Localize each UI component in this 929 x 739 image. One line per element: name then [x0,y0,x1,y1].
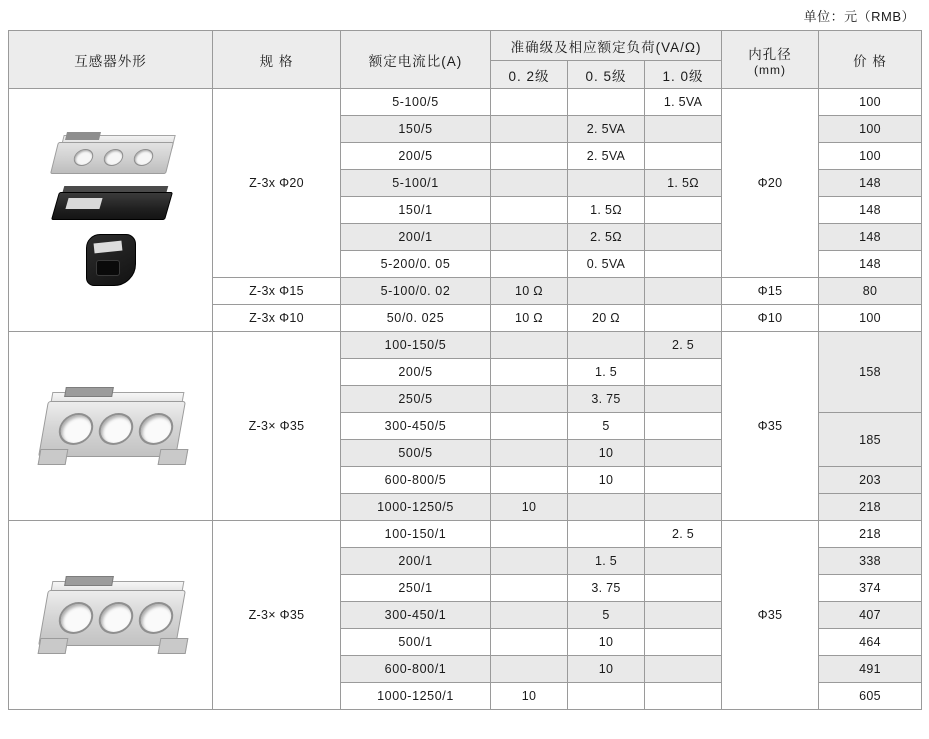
accuracy-10-cell [645,467,722,494]
ratio-cell: 100-150/5 [341,332,491,359]
ratio-cell: 5-100/0. 02 [341,278,491,305]
ratio-cell: 500/5 [341,440,491,467]
ratio-cell: 5-200/0. 05 [341,251,491,278]
accuracy-05-cell: 2. 5Ω [568,224,645,251]
price-cell: 407 [819,602,922,629]
accuracy-10-cell [645,197,722,224]
accuracy-05-cell [568,521,645,548]
ratio-cell: 300-450/1 [341,602,491,629]
ratio-cell: 50/0. 025 [341,305,491,332]
header-ratio: 额定电流比(A) [341,31,491,89]
price-cell: 605 [819,683,922,710]
ratio-cell: 5-100/5 [341,89,491,116]
accuracy-05-cell: 10 [568,467,645,494]
accuracy-02-cell [491,467,568,494]
accuracy-05-cell [568,494,645,521]
bore-cell: Φ35 [722,332,819,521]
spec-cell: Z-3x Φ20 [213,89,341,278]
price-cell: 374 [819,575,922,602]
accuracy-10-cell [645,278,722,305]
accuracy-10-cell [645,629,722,656]
shape-cell [9,89,213,332]
shape-cell [9,332,213,521]
ratio-cell: 500/1 [341,629,491,656]
header-bore-label: 内孔径 [748,46,792,62]
price-cell: 185 [819,413,922,467]
accuracy-10-cell: 1. 5Ω [645,170,722,197]
accuracy-10-cell [645,683,722,710]
bore-cell: Φ10 [722,305,819,332]
header-accuracy-05: 0. 5级 [568,61,645,89]
ratio-cell: 1000-1250/5 [341,494,491,521]
ratio-cell: 300-450/5 [341,413,491,440]
shape-image-stack [9,572,212,658]
accuracy-10-cell [645,548,722,575]
accuracy-02-cell: 10 Ω [491,278,568,305]
accuracy-02-cell [491,116,568,143]
accuracy-05-cell: 1. 5 [568,548,645,575]
accuracy-02-cell [491,602,568,629]
table-row [9,89,922,116]
ratio-cell: 150/1 [341,197,491,224]
accuracy-02-cell [491,89,568,116]
accuracy-10-cell [645,359,722,386]
header-bore [722,31,819,89]
accuracy-05-cell [568,332,645,359]
accuracy-02-cell [491,440,568,467]
accuracy-05-cell: 3. 75 [568,386,645,413]
spec-cell: Z-3x Φ15 [213,278,341,305]
price-cell: 100 [819,89,922,116]
accuracy-05-cell [568,170,645,197]
price-cell: 148 [819,170,922,197]
shape-image-stack [9,132,212,288]
ratio-cell: 250/1 [341,575,491,602]
accuracy-02-cell [491,359,568,386]
accuracy-05-cell [568,89,645,116]
accuracy-10-cell [645,143,722,170]
accuracy-02-cell [491,197,568,224]
bore-cell: Φ35 [722,521,819,710]
accuracy-05-cell: 0. 5VA [568,251,645,278]
accuracy-10-cell [645,116,722,143]
accuracy-10-cell [645,440,722,467]
accuracy-05-cell: 1. 5 [568,359,645,386]
accuracy-05-cell [568,683,645,710]
price-cell: 80 [819,278,922,305]
header-accuracy-group: 准确级及相应额定负荷(VA/Ω) [491,31,722,61]
price-cell: 338 [819,548,922,575]
price-cell: 148 [819,224,922,251]
header-price: 价 格 [819,31,922,89]
accuracy-05-cell: 5 [568,602,645,629]
price-cell: 491 [819,656,922,683]
bore-cell: Φ20 [722,89,819,278]
price-cell: 158 [819,332,922,413]
accuracy-05-cell: 1. 5Ω [568,197,645,224]
accuracy-10-cell [645,602,722,629]
ct-grey-large-3hole-icon [35,383,187,469]
accuracy-02-cell [491,143,568,170]
accuracy-02-cell [491,629,568,656]
accuracy-05-cell: 2. 5VA [568,116,645,143]
accuracy-10-cell [645,386,722,413]
accuracy-10-cell [645,305,722,332]
accuracy-02-cell [491,548,568,575]
accuracy-02-cell [491,656,568,683]
ratio-cell: 200/1 [341,548,491,575]
price-cell: 148 [819,197,922,224]
header-bore-unit: (mm) [754,62,787,77]
accuracy-02-cell [491,575,568,602]
accuracy-02-cell: 10 Ω [491,305,568,332]
ct-grey-3hole-icon [48,132,174,178]
accuracy-02-cell [491,521,568,548]
price-cell: 464 [819,629,922,656]
header-accuracy-10: 1. 0级 [645,61,722,89]
accuracy-05-cell: 10 [568,629,645,656]
ratio-cell: 100-150/1 [341,521,491,548]
price-cell: 100 [819,305,922,332]
accuracy-10-cell [645,656,722,683]
ratio-cell: 5-100/1 [341,170,491,197]
accuracy-02-cell [491,386,568,413]
accuracy-05-cell [568,278,645,305]
accuracy-02-cell [491,251,568,278]
accuracy-10-cell: 2. 5 [645,332,722,359]
spec-cell: Z-3× Φ35 [213,521,341,710]
ratio-cell: 200/5 [341,359,491,386]
accuracy-10-cell [645,575,722,602]
ct-black-bar-icon [51,184,171,224]
accuracy-02-cell [491,332,568,359]
accuracy-02-cell [491,413,568,440]
accuracy-10-cell [645,413,722,440]
accuracy-05-cell: 3. 75 [568,575,645,602]
accuracy-10-cell [645,224,722,251]
shape-cell [9,521,213,710]
spec-cell: Z-3× Φ35 [213,332,341,521]
price-cell: 148 [819,251,922,278]
ratio-cell: 250/5 [341,386,491,413]
bore-cell: Φ15 [722,278,819,305]
table-header [9,31,922,89]
accuracy-10-cell: 2. 5 [645,521,722,548]
accuracy-05-cell: 10 [568,440,645,467]
price-cell: 100 [819,116,922,143]
header-shape: 互感器外形 [9,31,213,89]
ratio-cell: 200/5 [341,143,491,170]
ratio-cell: 150/5 [341,116,491,143]
price-cell: 100 [819,143,922,170]
ratio-cell: 1000-1250/1 [341,683,491,710]
ct-black-clamp-icon [80,230,142,288]
price-cell: 203 [819,467,922,494]
header-spec: 规 格 [213,31,341,89]
table-row [9,521,922,548]
accuracy-02-cell [491,224,568,251]
accuracy-05-cell: 20 Ω [568,305,645,332]
accuracy-05-cell: 5 [568,413,645,440]
table-row [9,332,922,359]
accuracy-05-cell: 10 [568,656,645,683]
accuracy-02-cell: 10 [491,683,568,710]
shape-image-stack [9,383,212,469]
ct-grey-large-3hole-icon [35,572,187,658]
price-cell: 218 [819,494,922,521]
ratio-cell: 600-800/5 [341,467,491,494]
unit-note: 单位：元（RMB） [803,9,915,24]
ratio-cell: 600-800/1 [341,656,491,683]
accuracy-05-cell: 2. 5VA [568,143,645,170]
price-cell: 218 [819,521,922,548]
accuracy-10-cell: 1. 5VA [645,89,722,116]
table-body [9,89,922,710]
accuracy-02-cell [491,170,568,197]
product-price-table [8,30,922,710]
accuracy-02-cell: 10 [491,494,568,521]
ratio-cell: 200/1 [341,224,491,251]
spec-cell: Z-3x Φ10 [213,305,341,332]
accuracy-10-cell [645,251,722,278]
header-accuracy-02: 0. 2级 [491,61,568,89]
accuracy-10-cell [645,494,722,521]
